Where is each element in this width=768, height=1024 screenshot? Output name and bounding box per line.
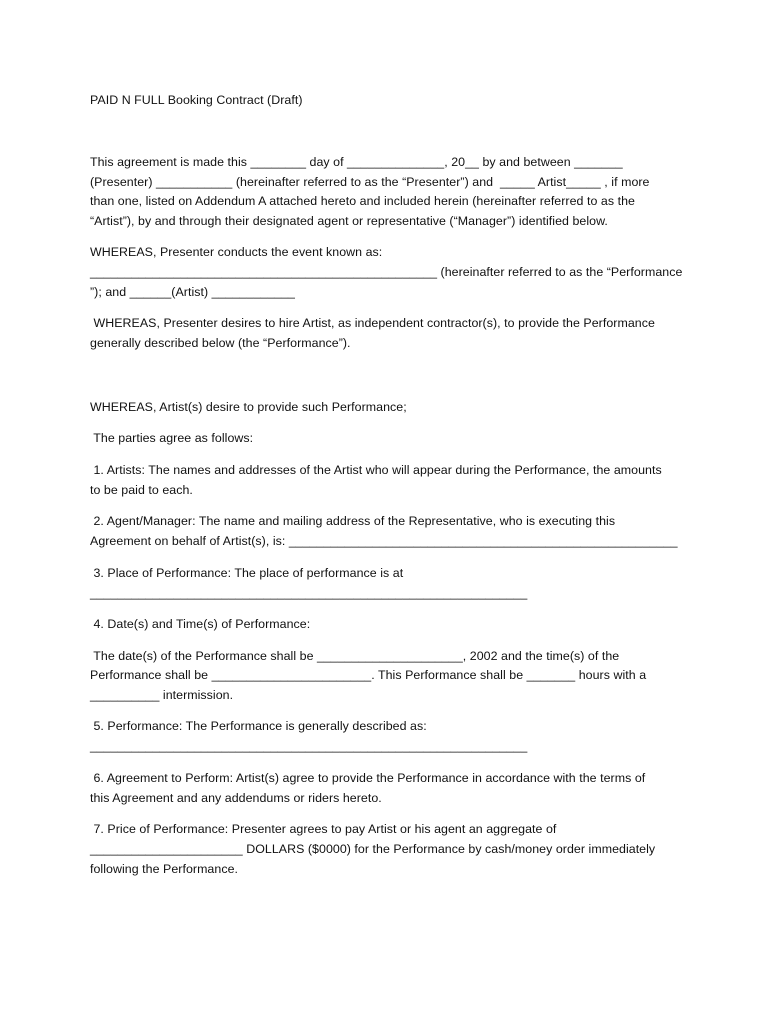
whereas-event-line-3: ”); and ______(Artist) ____________ <box>90 285 295 299</box>
clause-7-line-3: following the Performance. <box>90 862 238 876</box>
clause-4-heading: 4. Date(s) and Time(s) of Performance: <box>90 617 311 631</box>
clause-3-line-2: _______________________________________________________________ <box>90 586 528 600</box>
whereas-hire-line-1: WHEREAS, Presenter desires to hire Artist, as independent contractor(s), to provide the Performance <box>90 316 655 330</box>
agreement-line-2: (Presenter) ___________ (hereinafter referred to as the “Presenter”) and _____ Artist_____ , if more <box>90 175 650 189</box>
clause-3-line-1: 3. Place of Performance: The place of performance is at <box>90 566 404 580</box>
whereas-event-line-1: WHEREAS, Presenter conducts the event known as: <box>90 245 383 259</box>
agreement-line-4: “Artist”), by and through their designated agent or representative (“Manager”) identified below. <box>90 214 608 228</box>
clause-5-line-2: _______________________________________________________________ <box>90 739 528 753</box>
clause-1-line-1: 1. Artists: The names and addresses of the Artist who will appear during the Performance, the amounts <box>90 463 662 477</box>
clause-4-line-3: __________ intermission. <box>90 688 234 702</box>
clause-4-line-1: The date(s) of the Performance shall be _____________________, 2002 and the time(s) of the <box>90 649 620 663</box>
clause-5-line-1: 5. Performance: The Performance is generally described as: <box>90 719 427 733</box>
document-title: PAID N FULL Booking Contract (Draft) <box>90 93 303 107</box>
parties-agree-line: The parties agree as follows: <box>90 431 254 445</box>
clause-7-line-1: 7. Price of Performance: Presenter agrees to pay Artist or his agent an aggregate of <box>90 822 557 836</box>
clause-4-line-2: Performance shall be _______________________. This Performance shall be _______ hours with a <box>90 668 647 682</box>
clause-2-line-1: 2. Agent/Manager: The name and mailing address of the Representative, who is executing this <box>90 514 616 528</box>
whereas-hire-line-2: generally described below (the “Performance”). <box>90 336 351 350</box>
clause-6-line-2: this Agreement and any addendums or riders hereto. <box>90 791 382 805</box>
clause-6-line-1: 6. Agreement to Perform: Artist(s) agree to provide the Performance in accordance with the terms of <box>90 771 646 785</box>
agreement-line-1: This agreement is made this ________ day of ______________, 20__ by and between _______ <box>90 155 623 169</box>
whereas-event-line-2: __________________________________________________ (hereinafter referred to as the “Performance <box>90 265 683 279</box>
clause-2-line-2: Agreement on behalf of Artist(s), is: ________________________________________________________ <box>90 534 678 548</box>
clause-1-line-2: to be paid to each. <box>90 483 193 497</box>
whereas-artist-line: WHEREAS, Artist(s) desire to provide such Performance; <box>90 400 407 414</box>
clause-7-line-2: ______________________ DOLLARS ($0000) for the Performance by cash/money order immediately <box>90 842 656 856</box>
agreement-line-3: than one, listed on Addendum A attached hereto and included herein (hereinafter referred to as the <box>90 194 635 208</box>
